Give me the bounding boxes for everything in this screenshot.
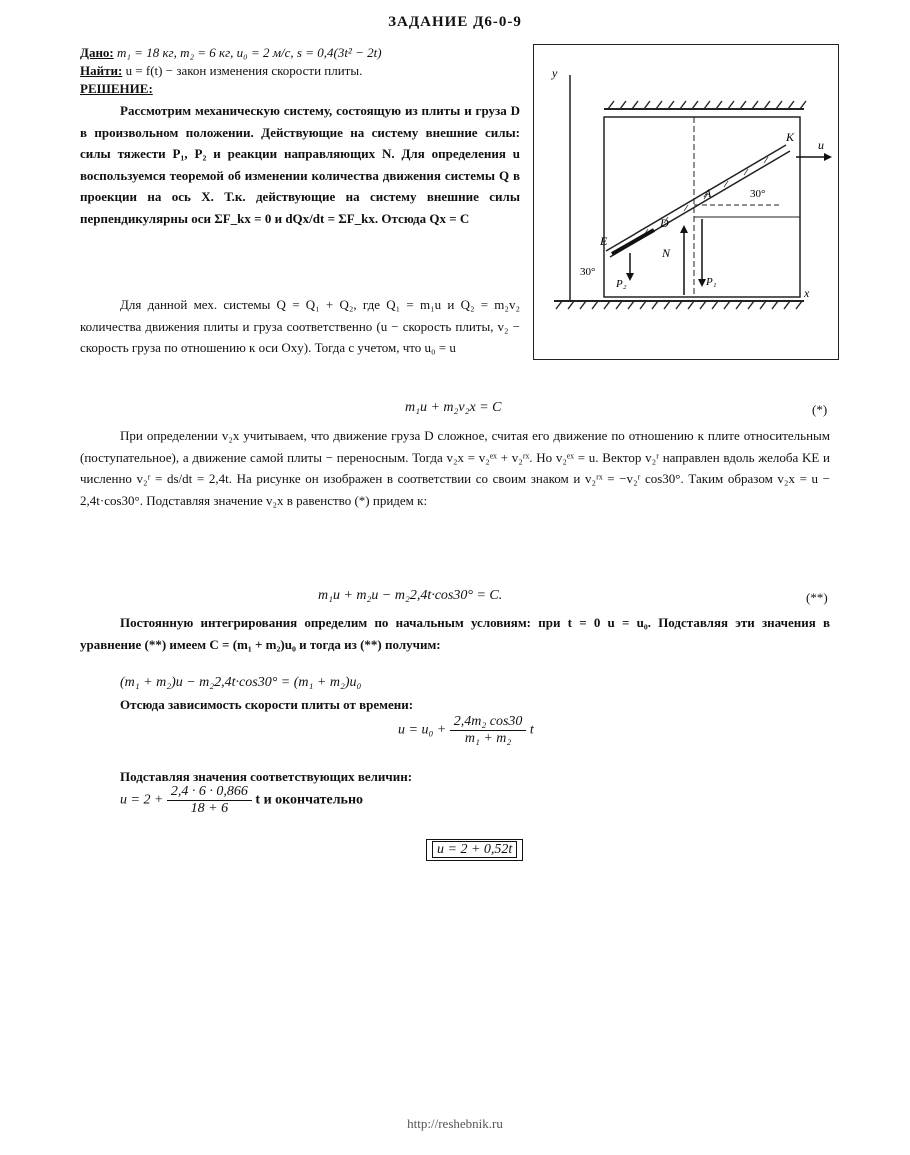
paragraph-4: Постоянную интегрирования определим по начальным условиям: при t = 0 u = u₀. Подставляя эти значения в уравнение (**) имеем C = (m₁ + m₂)u₀ и тогда из (**) получим: [80, 615, 830, 652]
equation-4-denominator: m₁ + m₂ [464, 731, 512, 746]
reaction-n-arrowhead [680, 225, 688, 233]
substitution-line: Подставляя значения соответствующих величин: [120, 769, 413, 784]
velocity-u-arrowhead [824, 153, 832, 161]
equation-2: m₁u + m₂u − m₂2,4t·cos30° = C. [318, 588, 503, 603]
reaction-n-label: N [662, 246, 671, 260]
find-label: Найти: [80, 63, 123, 78]
equation-5 [120, 784, 363, 817]
given-label: Дано: [80, 45, 114, 60]
equation-3: (m₁ + m₂)u − m₂2,4t·cos30° = (m₁ + m₂)u₀ [120, 675, 362, 690]
equation-5-left: u = 2 + [120, 792, 164, 808]
top-hatching [608, 101, 806, 109]
velocity-dependence-line: Отсюда зависимость скорости плиты от времени: [120, 697, 414, 712]
given-line [80, 44, 382, 61]
solution-label: РЕШЕНИЕ: [80, 81, 153, 96]
paragraph-1: Рассмотрим механическую систему, состоящую из плиты и груза D в произвольном положении. Действующие на систему внешние силы: силы тяжести P₁, P₂ и реакции направляющих N. Для определения u воспользуемся теоремой об изменении количества движения системы Q в проекции на ось X. Т.к. действующие на систему внешние силы перпендикулярны оси ΣF_kx = 0 и dQx/dt = ΣF_kx. Отсюда Qx = C [80, 103, 520, 226]
point-e-label: E [600, 234, 608, 248]
y-axis-label: y [552, 66, 558, 80]
equation-1-number: (*) [812, 402, 828, 417]
paragraph-2: Для данной мех. системы Q = Q₁ + Q₂, где Q₁ = m₁u и Q₂ = m₂v₂ количества движения плиты и груза соответственно (u − скорость плиты, v₂ − скорость груза по отношению к оси Oxy). Тогда с учетом, что u₀ = u [80, 297, 520, 355]
paragraph-3: При определении v₂x учитываем, что движение груза D сложное, считая его движение по отношению к плите относительным (поступательное), а движение самой плиты − переносным. Тогда v₂x = v₂ᵉˣ + v₂ʳˣ. Но v₂ᵉˣ = u. Вектор v₂ʳ направлен вдоль желоба KE и численно v₂ʳ = ds/dt = 2,4t. На рисунке он изображен в соответствии со своим знаком и v₂ʳˣ = −v₂ʳ cos30°. Таким образом v₂x = u − 2,4t·cos30°. Подставляя значение v₂x в равенство (*) придем к: [80, 428, 830, 508]
equation-5-denominator: 18 + 6 [190, 801, 229, 816]
equation-2-number: (**) [806, 590, 828, 605]
equation-5-right: t и окончательно [255, 792, 364, 808]
load-d-label: D [660, 216, 669, 230]
equation-4-left: u = u₀ + [398, 722, 447, 738]
equation-5-fraction [167, 784, 252, 817]
x-axis-label: x [804, 286, 810, 300]
point-k-label: K [786, 130, 795, 144]
find-line [80, 62, 362, 79]
bottom-hatching [556, 301, 802, 309]
angle-top-label: 30° [750, 188, 766, 200]
solution-heading [80, 80, 153, 97]
mechanism-figure [533, 44, 839, 360]
equation-5-numerator: 2,4 · 6 · 0,866 [167, 784, 252, 801]
page-title: ЗАДАНИЕ Д6-0-9 [388, 14, 522, 30]
equation-4-right: t [529, 722, 534, 738]
equation-4 [398, 714, 534, 747]
answer-box [426, 839, 523, 861]
mechanism-diagram [534, 45, 838, 359]
velocity-u-label: u [818, 138, 824, 152]
angle-bottom-label: 30° [580, 266, 596, 278]
equation-4-numerator: 2,4m₂ cos30 [450, 714, 527, 731]
given-text: m₁ = 18 кг, m₂ = 6 кг, u₀ = 2 м/с, s = 0,4(3t² − 2t) [117, 45, 382, 60]
find-text: u = f(t) − закон изменения скорости плиты. [125, 63, 363, 78]
weight-p2-label: P₂ [616, 278, 627, 290]
answer-text: u = 2 + 0,52t [432, 841, 517, 858]
weight-p2-arrowhead [626, 273, 634, 281]
equation-1: m₁u + m₂v₂x = C [405, 400, 502, 415]
weight-p1-arrowhead [698, 279, 706, 287]
point-a-label: A [704, 186, 712, 200]
load-d [612, 230, 654, 254]
equation-4-fraction [450, 714, 527, 747]
weight-p1-label: P₁ [706, 276, 717, 288]
footer-url: http://reshebnik.ru [407, 1116, 503, 1131]
